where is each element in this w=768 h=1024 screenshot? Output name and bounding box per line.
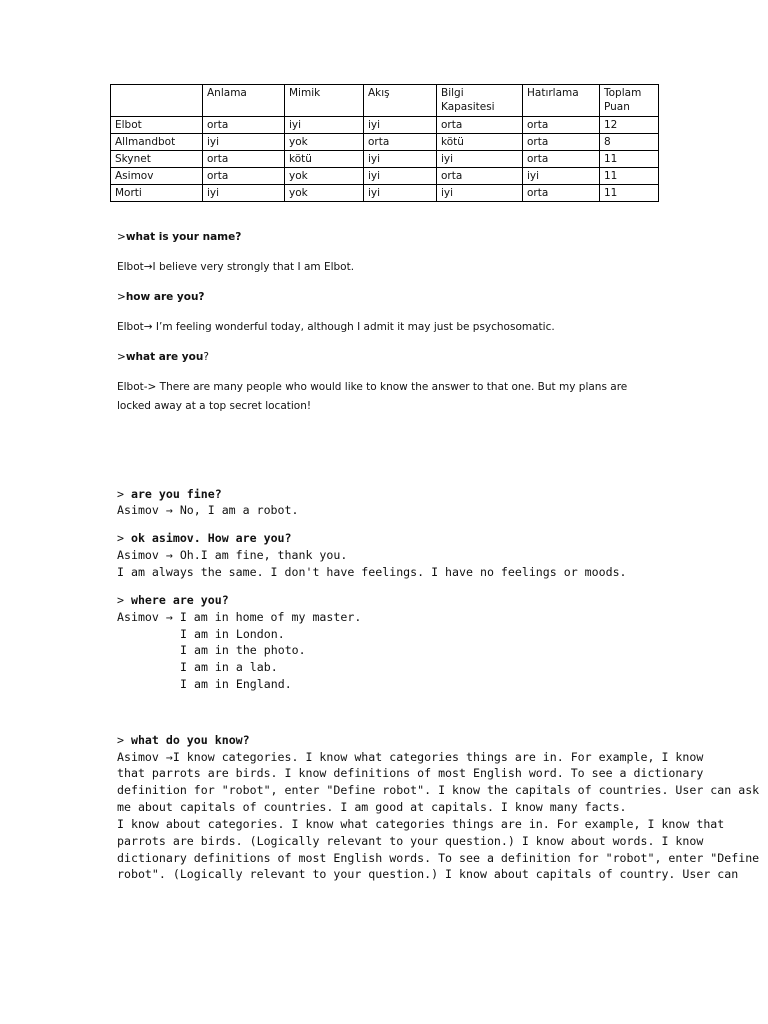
asimov-answer-4-line: robot". (Logically relevant to your question.) I know about capitals of country. User can: [117, 867, 739, 881]
table-cell: orta: [437, 168, 523, 185]
prompt-marker: >: [117, 531, 131, 545]
table-cell: iyi: [364, 168, 437, 185]
asimov-answer-3-line-1: Asimov → I am in home of my master.: [117, 610, 362, 624]
elbot-answer-1: Elbot→I believe very strongly that I am Elbot.: [117, 261, 355, 273]
table-row: [111, 168, 659, 185]
table-cell: iyi: [523, 168, 600, 185]
elbot-answer-3-line-1: Elbot-> There are many people who would like to know the answer to that one. But my plans are: [117, 381, 628, 393]
table-cell: Elbot: [111, 117, 203, 134]
asimov-answer-4-line: I know about categories. I know what categories things are in. For example, I know that: [117, 817, 725, 831]
table-cell: iyi: [203, 134, 285, 151]
table-row: [111, 134, 659, 151]
prompt-marker: >: [117, 231, 126, 243]
elbot-answer-2: Elbot→ I’m feeling wonderful today, although I admit it may just be psychosomatic.: [117, 321, 555, 333]
question-text: what do you know?: [130, 733, 250, 747]
question-mark: ?: [203, 351, 209, 363]
table-cell: iyi: [437, 185, 523, 202]
table-cell: kötü: [285, 151, 364, 168]
table-cell: iyi: [203, 185, 285, 202]
table-cell: orta: [437, 117, 523, 134]
asimov-answer-4-line: Asimov →I know categories. I know what categories things are in. For example, I know: [117, 750, 704, 764]
table-cell: 11: [600, 168, 659, 185]
table-cell: iyi: [364, 185, 437, 202]
question-text: what are you: [125, 351, 204, 363]
table-cell: orta: [203, 117, 285, 134]
table-cell: iyi: [285, 117, 364, 134]
table-cell: orta: [203, 151, 285, 168]
prompt-marker: >: [117, 733, 131, 747]
table-cell: Allmandbot: [111, 134, 203, 151]
table-row: [111, 151, 659, 168]
question-text: are you fine?: [130, 487, 222, 501]
comparison-table: [110, 84, 659, 202]
table-cell: orta: [523, 117, 600, 134]
asimov-question-2: [117, 530, 292, 547]
asimov-answer-4-line: parrots are birds. (Logically relevant to your question.) I know about words. I know: [117, 834, 704, 848]
table-cell: iyi: [437, 151, 523, 168]
header-cell: Anlama: [203, 85, 285, 117]
table-cell: orta: [523, 134, 600, 151]
table-cell: 11: [600, 185, 659, 202]
table-cell: 12: [600, 117, 659, 134]
asimov-answer-2-line-1: Asimov → Oh.I am fine, thank you.: [117, 548, 348, 562]
header-cell: Mimik: [285, 85, 364, 117]
table-row: [111, 117, 659, 134]
asimov-answer-3-line-2: I am in London.: [180, 627, 285, 641]
header-cell: Hatırlama: [523, 85, 600, 117]
table-cell: kötü: [437, 134, 523, 151]
asimov-question-1: [117, 486, 222, 503]
table-cell: yok: [285, 168, 364, 185]
table-cell: orta: [203, 168, 285, 185]
table-cell: yok: [285, 134, 364, 151]
asimov-answer-1: Asimov → No, I am a robot.: [117, 503, 299, 517]
table-cell: Asimov: [111, 168, 203, 185]
question-text: how are you?: [125, 291, 205, 303]
prompt-marker: >: [117, 593, 131, 607]
table-cell: iyi: [364, 151, 437, 168]
header-cell: Bilgi Kapasitesi: [437, 85, 523, 117]
prompt-marker: >: [117, 351, 126, 363]
table-cell: Morti: [111, 185, 203, 202]
question-text: ok asimov. How are you?: [130, 531, 292, 545]
asimov-answer-4-line: dictionary definitions of most English words. To see a definition for "robot", enter "Define: [117, 851, 760, 865]
asimov-answer-3-line-4: I am in a lab.: [180, 660, 278, 674]
table-cell: orta: [523, 185, 600, 202]
asimov-answer-4-line: that parrots are birds. I know definitions of most English word. To see a dictionary: [117, 766, 704, 780]
table-row: [111, 185, 659, 202]
elbot-answer-3-line-2: locked away at a top secret location!: [117, 400, 312, 412]
table-cell: orta: [364, 134, 437, 151]
table-header-row: [111, 85, 659, 117]
asimov-question-4: [117, 732, 250, 749]
question-text: what is your name?: [125, 231, 242, 243]
elbot-question-1: [117, 228, 241, 247]
question-text: where are you?: [130, 593, 229, 607]
prompt-marker: >: [117, 487, 131, 501]
table-cell: Skynet: [111, 151, 203, 168]
asimov-answer-3-line-3: I am in the photo.: [180, 643, 306, 657]
table-cell: orta: [523, 151, 600, 168]
header-cell: [111, 85, 203, 117]
table-cell: yok: [285, 185, 364, 202]
table-cell: 8: [600, 134, 659, 151]
asimov-question-3: [117, 592, 229, 609]
asimov-answer-2-line-2: I am always the same. I don't have feelings. I have no feelings or moods.: [117, 565, 627, 579]
asimov-answer-4-line: definition for "robot", enter "Define robot". I know the capitals of countries. User can ask: [117, 783, 760, 797]
table-cell: iyi: [364, 117, 437, 134]
elbot-question-3: [117, 348, 209, 367]
asimov-answer-3-line-5: I am in England.: [180, 677, 292, 691]
elbot-question-2: [117, 288, 205, 307]
header-cell: Toplam Puan: [600, 85, 659, 117]
prompt-marker: >: [117, 291, 126, 303]
header-cell: Akış: [364, 85, 437, 117]
table-cell: 11: [600, 151, 659, 168]
asimov-answer-4-line: me about capitals of countries. I am good at capitals. I know many facts.: [117, 800, 627, 814]
